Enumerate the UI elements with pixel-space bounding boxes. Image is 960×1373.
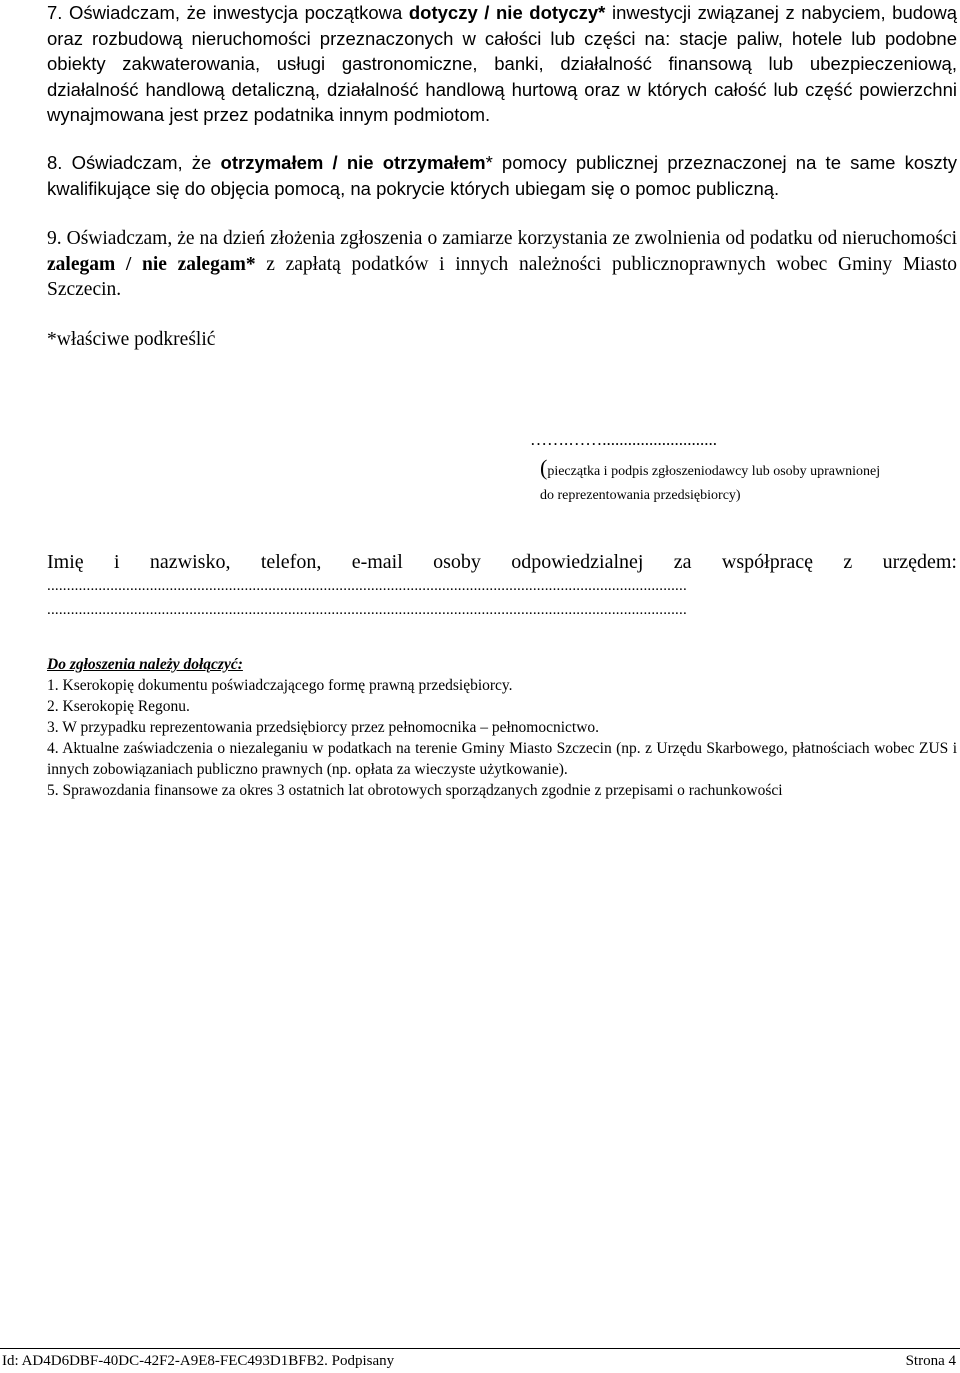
paragraph-9-start: 9. Oświadczam, że na dzień złożenia zgłoszenia o zamiarze korzystania ze zwolnienia od podatku od nieruchomości xyxy=(47,228,957,249)
paragraph-7-options: dotyczy / nie dotyczy* xyxy=(408,2,606,23)
attachment-item: 2. Kserokopię Regonu. xyxy=(47,698,190,715)
attachment-item: 4. Aktualne zaświadczenia o niezaleganiu w podatkach na terenie Gminy Miasto Szczecin (np. z Urzędu Skarbowego, płatnościach wobec ZUS i innych zobowiązaniach publiczno prawnych (np. opłata za wieczyste użytkowanie). xyxy=(47,740,957,778)
paragraph-9-rest: z zapłatą podatków i innych należności publicznoprawnych wobec Gminy Miasto Szczecin. xyxy=(47,253,958,300)
page-number: Strona 4 xyxy=(905,1353,956,1369)
paragraph-7 xyxy=(47,0,957,128)
signature-caption-line2: do reprezentowania przedsiębiorcy) xyxy=(540,488,741,503)
signature-caption xyxy=(540,456,960,508)
paragraph-8-rest: * pomocy publicznej przeznaczonej na te same koszty kwalifikujące się do objęcia pomocą, na pokrycie których ubiegam się o pomoc publiczną. xyxy=(47,152,958,199)
attachment-item: 1. Kserokopię dokumentu poświadczającego formę prawną przedsiębiorcy. xyxy=(47,677,513,694)
contact-dots-line-2: .................................................................................................................................................................. xyxy=(47,602,687,618)
signature-caption-line1: pieczątka i podpis zgłoszeniodawcy lub osoby uprawnionej xyxy=(547,464,881,479)
paragraph-9 xyxy=(47,226,957,303)
attachments-heading: Do zgłoszenia należy dołączyć: xyxy=(47,656,243,673)
paragraph-7-start: 7. Oświadczam, że inwestycja początkowa xyxy=(47,2,409,23)
attachments-section xyxy=(47,654,957,801)
signature-caption-paren: ( xyxy=(540,455,548,480)
attachment-item: 5. Sprawozdania finansowe za okres 3 ostatnich lat obrotowych sporządzanych zgodnie z przepisami o rachunkowości xyxy=(47,782,783,799)
paragraph-8 xyxy=(47,150,957,201)
footer-divider xyxy=(0,1348,960,1349)
contact-section xyxy=(47,548,957,576)
attachment-item: 3. W przypadku reprezentowania przedsiębiorcy przez pełnomocnika – pełnomocnictwo. xyxy=(47,719,600,736)
contact-label: Imię i nazwisko, telefon, e-mail osoby odpowiedzialnej za współpracę z urzędem: xyxy=(47,551,957,573)
document-id: Id: AD4D6DBF-40DC-42F2-A9E8-FEC493D1BFB2. Podpisany xyxy=(2,1353,395,1369)
contact-dots-line-1: .................................................................................................................................................................. xyxy=(47,578,687,594)
underline-note: *właściwe podkreślić xyxy=(47,329,216,350)
paragraph-8-options: otrzymałem / nie otrzymałem xyxy=(220,152,486,173)
paragraph-9-options: zalegam / nie zalegam* xyxy=(47,253,256,275)
signature-dots: …….……........................... xyxy=(530,430,717,449)
paragraph-7-rest: inwestycji związanej z nabyciem, budową oraz rozbudową nieruchomości przeznaczonych w całości lub części na: stacje paliw, hotele lub podobne obiekty zakwaterowania, usługi gastronomiczne, banki, działalność finansową lub ubezpieczeniową, działalność handlową detaliczną, działalność handlową hurtową oraz w których całość lub część powierzchni wynajmowana jest przez podatnika innym podmiotom. xyxy=(47,2,957,125)
paragraph-8-start: 8. Oświadczam, że xyxy=(47,152,221,173)
